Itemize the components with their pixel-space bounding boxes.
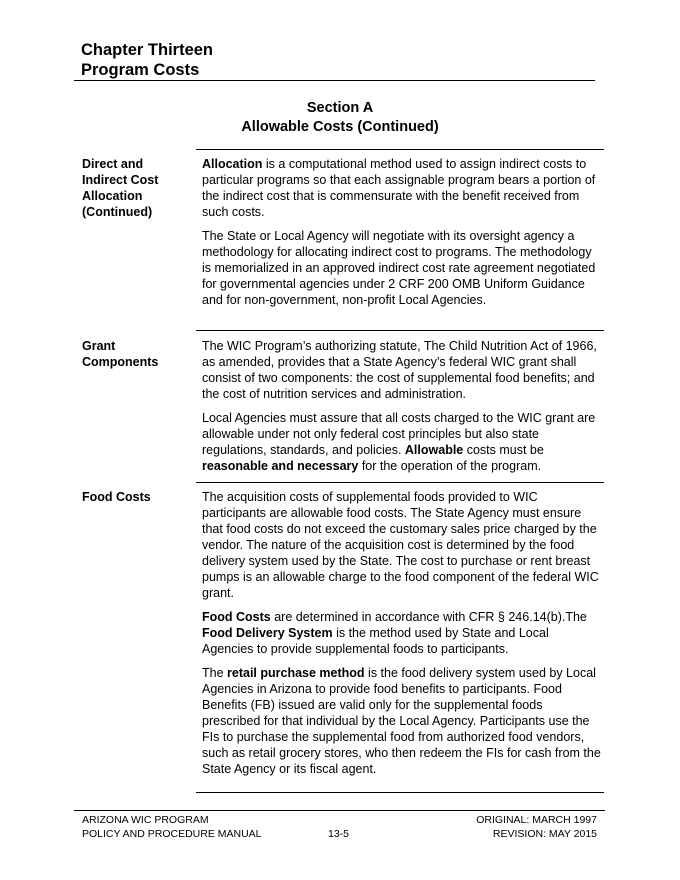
row-label-line: Food Costs — [82, 490, 151, 504]
paragraph: Food Costs are determined in accordance with CFR § 246.14(b).The Food Delivery System is the method used by State and Local Agencies to provide supplemental foods to participants. — [202, 610, 587, 656]
row-label-line: Indirect Cost — [82, 173, 159, 187]
footer-program: ARIZONA WIC PROGRAM — [82, 814, 209, 826]
row-divider — [196, 330, 604, 331]
paragraph: Allocation is a computational method used to assign indirect costs to particular programs so that each assignable program bears a portion of the indirect cost that is commensurate with the benefit received from such costs. — [202, 157, 596, 219]
row-divider — [196, 149, 604, 150]
chapter-number: Chapter Thirteen — [81, 41, 214, 59]
paragraph: The WIC Program’s authorizing statute, The Child Nutrition Act of 1966, as amended, provides that a State Agency’s federal WIC grant shall consist of two components: the cost of supplemental food benefits; and the cost of nutrition services and administration. — [202, 339, 597, 401]
row-label-direct-indirect-cost-allocation — [82, 156, 190, 220]
bold-term: Food Delivery System — [202, 626, 333, 640]
chapter-divider — [74, 80, 595, 81]
bold-term: Allowable — [404, 443, 464, 457]
row-label-line: Allocation — [82, 189, 143, 203]
section-title: Allowable Costs (Continued) — [241, 119, 439, 135]
bold-term: Food Costs — [202, 610, 271, 624]
row-body-direct-indirect-cost-allocation — [202, 156, 602, 316]
row-label-line: Grant — [82, 339, 116, 353]
footer-original-date: ORIGINAL: MARCH 1997 — [476, 814, 597, 826]
row-body-food-costs — [202, 489, 602, 785]
row-label-grant-components — [82, 338, 190, 370]
bold-term: Allocation — [202, 157, 263, 171]
bold-term: retail purchase method — [227, 666, 365, 680]
paragraph: Local Agencies must assure that all costs charged to the WIC grant are allowable under not only federal cost principles but also state regulations, standards, and policies. Allowable costs must be reasonable and necessary for the operation of the program. — [202, 411, 596, 473]
chapter-name: Program Costs — [81, 61, 200, 79]
paragraph: The State or Local Agency will negotiate with its oversight agency a methodology for allocating indirect cost to programs. The methodology is memorialized in an approved indirect cost rate agreement negotiated for governmental agencies under 2 CRF 200 OMB Uniform Guidance and for non-government, non-profit Local Agencies. — [202, 229, 596, 307]
footer-manual: POLICY AND PROCEDURE MANUAL — [82, 828, 262, 840]
footer-revision-date: REVISION: MAY 2015 — [492, 828, 597, 840]
row-label-line: Direct and — [82, 157, 144, 171]
footer-divider — [74, 810, 605, 811]
row-divider — [196, 792, 604, 793]
row-label-line: (Continued) — [82, 205, 153, 219]
paragraph: The acquisition costs of supplemental foods provided to WIC participants are allowable food costs. The State Agency must ensure that food costs do not exceed the customary sales price charged by the vendor. The nature of the acquisition cost is determined by the food delivery system used by the State. The cost to purchase or rent breast pumps is an allowable charge to the food component of the federal WIC grant. — [202, 490, 599, 600]
bold-term: reasonable and necessary — [202, 459, 359, 473]
section-label: Section A — [306, 100, 374, 116]
page-number: 13-5 — [328, 828, 350, 840]
row-label-food-costs — [82, 489, 190, 505]
paragraph: The retail purchase method is the food delivery system used by Local Agencies in Arizona to provide food benefits to participants. Food Benefits (FB) issued are valid only for the supplemental foods prescribed for that individual by the Local Agency. Participants use the FIs to purchase the supplemental food from authorized food vendors, such as retail grocery stores, who then redeem the FIs for cash from the State Agency or its fiscal agent. — [202, 666, 601, 776]
row-label-line: Components — [82, 355, 159, 369]
row-divider — [196, 482, 604, 483]
chapter-title — [81, 40, 213, 80]
section-heading — [0, 99, 680, 137]
row-body-grant-components — [202, 338, 602, 482]
